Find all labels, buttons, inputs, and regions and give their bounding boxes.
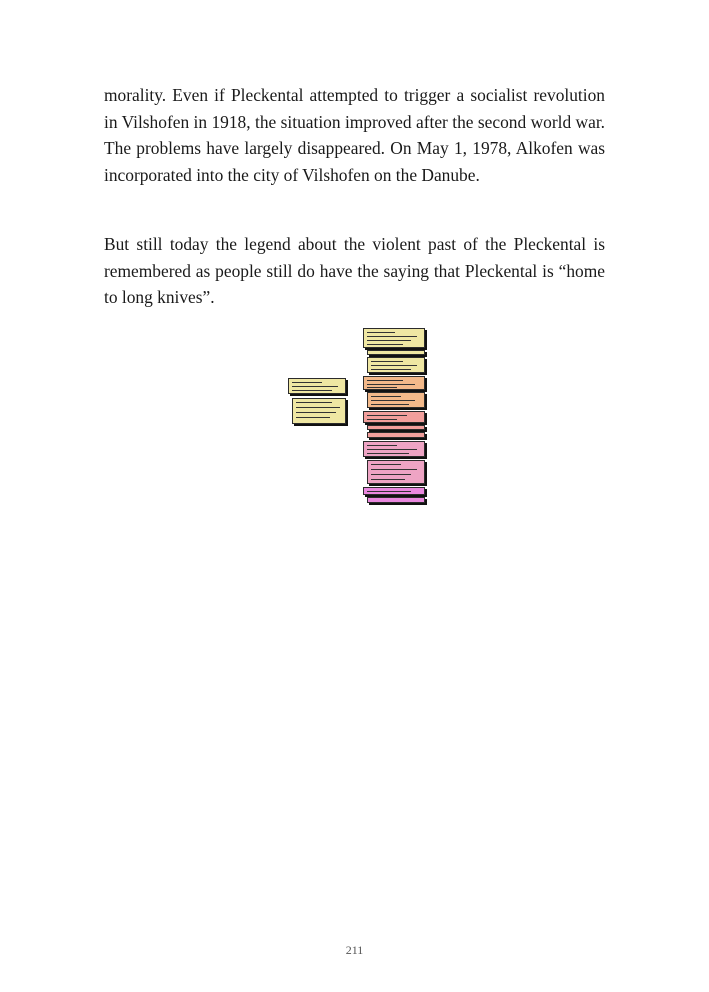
body-paragraph-2: But still today the legend about the violent past of the Pleckental is remembered as people still do have the saying that Pleckental is “home to long knives”.	[104, 234, 605, 308]
tree-box	[363, 487, 425, 495]
body-paragraph-1: morality. Even if Pleckental attempted to trigger a socialist revolution in Vilshofen in 1918, the situation improved after the second world war. The problems have largely disappeared. On May 1, 1978, Alkofen was incorporated into the city of Vilshofen on the Danube.	[104, 85, 605, 185]
tree-box	[367, 460, 425, 484]
page-number: 211	[345, 943, 364, 957]
family-tree-figure	[288, 326, 430, 506]
tree-box	[363, 328, 425, 348]
tree-box	[367, 497, 425, 503]
tree-box	[363, 376, 425, 390]
tree-box	[367, 425, 425, 430]
tree-box	[363, 411, 425, 423]
tree-box	[292, 398, 346, 424]
tree-box	[363, 441, 425, 457]
tree-box	[367, 432, 425, 438]
tree-box	[367, 350, 425, 355]
tree-box	[367, 357, 425, 373]
tree-box	[367, 392, 425, 408]
tree-box	[288, 378, 346, 394]
